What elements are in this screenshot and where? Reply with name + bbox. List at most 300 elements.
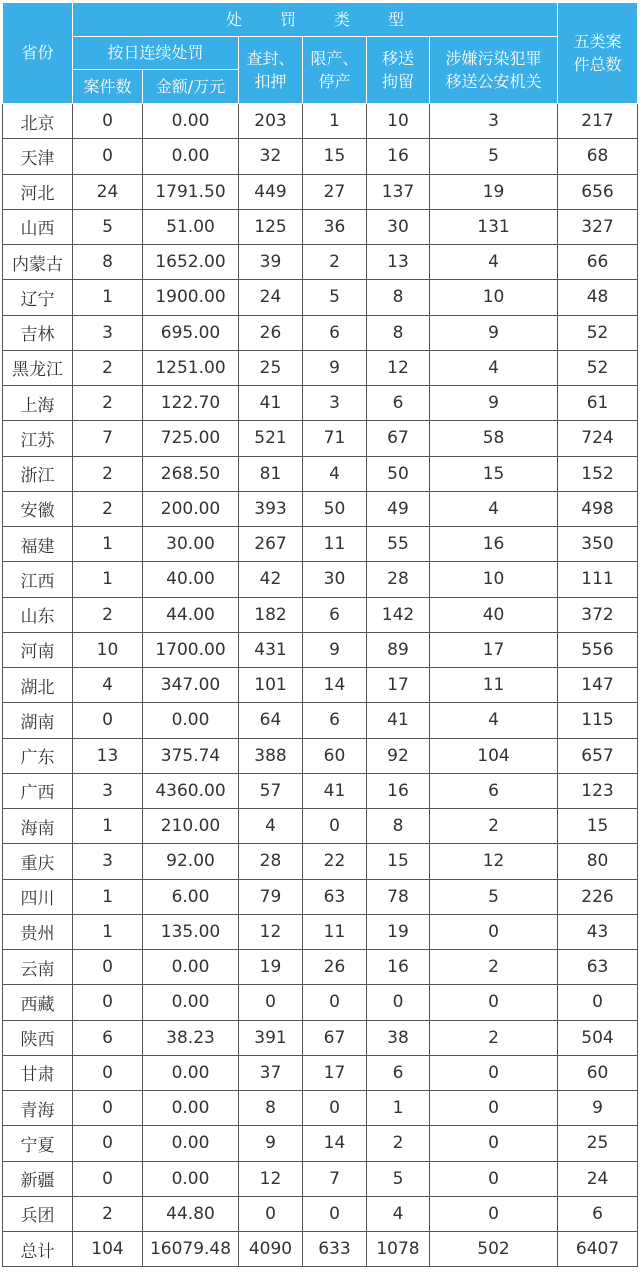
cell-province: 湖南 (3, 703, 73, 738)
cell-total: 66 (558, 245, 638, 280)
cell-case-count: 0 (73, 104, 143, 139)
header-detain-line1: 移送 (381, 48, 414, 68)
cell-crime: 0 (430, 985, 558, 1020)
table-row (3, 280, 638, 315)
cell-detain: 15 (367, 844, 430, 879)
cell-restrict: 0 (303, 809, 367, 844)
cell-case-count: 1 (73, 914, 143, 949)
cell-seize: 8 (239, 1091, 303, 1126)
cell-detain: 67 (367, 421, 430, 456)
cell-case-count: 0 (73, 1161, 143, 1196)
cell-total: 724 (558, 421, 638, 456)
cell-total: 111 (558, 562, 638, 597)
cell-amount: 40.00 (143, 562, 239, 597)
cell-total: 123 (558, 773, 638, 808)
cell-total: 60 (558, 1055, 638, 1090)
table-row (3, 844, 638, 879)
cell-restrict: 17 (303, 1055, 367, 1090)
cell-province: 内蒙古 (3, 245, 73, 280)
cell-seize: 203 (239, 104, 303, 139)
cell-detain: 78 (367, 879, 430, 914)
cell-seize: 26 (239, 315, 303, 350)
cell-seize: 41 (239, 386, 303, 421)
cell-detain: 0 (367, 985, 430, 1020)
table-row (3, 1091, 638, 1126)
cell-province: 兵团 (3, 1196, 73, 1231)
cell-seize: 431 (239, 632, 303, 667)
cell-amount: 0.00 (143, 1091, 239, 1126)
header-crime-line1: 涉嫌污染犯罪 (445, 48, 542, 68)
cell-restrict: 3 (303, 386, 367, 421)
cell-total: 24 (558, 1161, 638, 1196)
cell-total: 6407 (558, 1232, 638, 1267)
cell-amount: 1900.00 (143, 280, 239, 315)
table-row (3, 668, 638, 703)
cell-amount: 44.80 (143, 1196, 239, 1231)
cell-province: 浙江 (3, 456, 73, 491)
cell-restrict: 14 (303, 668, 367, 703)
cell-restrict: 50 (303, 491, 367, 526)
cell-restrict: 9 (303, 350, 367, 385)
header-amount: 金额/万元 (143, 70, 239, 104)
header-detain (367, 37, 430, 104)
header-crime-line2: 移送公安机关 (445, 72, 542, 91)
cell-amount: 51.00 (143, 209, 239, 244)
cell-crime: 0 (430, 1196, 558, 1231)
cell-total: 327 (558, 209, 638, 244)
cell-province: 四川 (3, 879, 73, 914)
cell-province: 海南 (3, 809, 73, 844)
cell-seize: 12 (239, 914, 303, 949)
cell-detain: 38 (367, 1020, 430, 1055)
cell-amount: 0.00 (143, 104, 239, 139)
cell-case-count: 10 (73, 632, 143, 667)
cell-total: 350 (558, 527, 638, 562)
cell-province: 江苏 (3, 421, 73, 456)
cell-total: 68 (558, 139, 638, 174)
table-row (3, 1126, 638, 1161)
cell-total: 15 (558, 809, 638, 844)
cell-amount: 347.00 (143, 668, 239, 703)
cell-total: 9 (558, 1091, 638, 1126)
cell-crime: 4 (430, 491, 558, 526)
table-row (3, 703, 638, 738)
cell-total: 43 (558, 914, 638, 949)
cell-detain: 41 (367, 703, 430, 738)
cell-seize: 449 (239, 174, 303, 209)
cell-total: 63 (558, 950, 638, 985)
cell-seize: 0 (239, 1196, 303, 1231)
cell-province: 陕西 (3, 1020, 73, 1055)
cell-case-count: 2 (73, 386, 143, 421)
cell-case-count: 0 (73, 950, 143, 985)
cell-crime: 9 (430, 315, 558, 350)
cell-case-count: 1 (73, 562, 143, 597)
cell-amount: 135.00 (143, 914, 239, 949)
cell-detain: 17 (367, 668, 430, 703)
cell-seize: 0 (239, 985, 303, 1020)
cell-total: 152 (558, 456, 638, 491)
cell-crime: 10 (430, 562, 558, 597)
cell-province: 山东 (3, 597, 73, 632)
cell-detain: 89 (367, 632, 430, 667)
cell-detain: 30 (367, 209, 430, 244)
table-row (3, 1020, 638, 1055)
cell-seize: 39 (239, 245, 303, 280)
header-restrict-line2: 停产 (318, 72, 351, 91)
header-seize-line1: 查封、 (246, 48, 295, 68)
cell-province: 辽宁 (3, 280, 73, 315)
cell-restrict: 6 (303, 597, 367, 632)
cell-amount: 0.00 (143, 703, 239, 738)
cell-restrict: 26 (303, 950, 367, 985)
cell-province: 重庆 (3, 844, 73, 879)
cell-seize: 32 (239, 139, 303, 174)
cell-amount: 38.23 (143, 1020, 239, 1055)
table-row (3, 1161, 638, 1196)
cell-restrict: 63 (303, 879, 367, 914)
cell-seize: 12 (239, 1161, 303, 1196)
cell-case-count: 5 (73, 209, 143, 244)
header-seize-line2: 扣押 (254, 72, 287, 91)
cell-crime: 2 (430, 1020, 558, 1055)
cell-seize: 37 (239, 1055, 303, 1090)
cell-total: 217 (558, 104, 638, 139)
cell-total: 657 (558, 738, 638, 773)
cell-case-count: 2 (73, 491, 143, 526)
cell-case-count: 3 (73, 773, 143, 808)
cell-total: 61 (558, 386, 638, 421)
cell-case-count: 0 (73, 985, 143, 1020)
table-row (3, 562, 638, 597)
cell-province: 安徽 (3, 491, 73, 526)
cell-crime: 4 (430, 245, 558, 280)
cell-total: 226 (558, 879, 638, 914)
cell-crime: 0 (430, 1161, 558, 1196)
cell-detain: 92 (367, 738, 430, 773)
cell-amount: 30.00 (143, 527, 239, 562)
cell-detain: 16 (367, 950, 430, 985)
header-total-line2: 件总数 (573, 55, 622, 74)
cell-amount: 16079.48 (143, 1232, 239, 1267)
cell-case-count: 0 (73, 1091, 143, 1126)
cell-province: 云南 (3, 950, 73, 985)
cell-crime: 5 (430, 879, 558, 914)
cell-detain: 13 (367, 245, 430, 280)
cell-total: 0 (558, 985, 638, 1020)
cell-restrict: 9 (303, 632, 367, 667)
cell-province: 广东 (3, 738, 73, 773)
cell-province: 天津 (3, 139, 73, 174)
cell-crime: 17 (430, 632, 558, 667)
cell-restrict: 2 (303, 245, 367, 280)
cell-province: 甘肃 (3, 1055, 73, 1090)
cell-crime: 4 (430, 350, 558, 385)
cell-case-count: 2 (73, 350, 143, 385)
cell-seize: 28 (239, 844, 303, 879)
cell-crime: 40 (430, 597, 558, 632)
cell-crime: 5 (430, 139, 558, 174)
table-row (3, 386, 638, 421)
cell-restrict: 22 (303, 844, 367, 879)
cell-amount: 0.00 (143, 985, 239, 1020)
cell-seize: 4090 (239, 1232, 303, 1267)
cell-restrict: 27 (303, 174, 367, 209)
cell-amount: 1700.00 (143, 632, 239, 667)
table-row (3, 139, 638, 174)
cell-crime: 19 (430, 174, 558, 209)
cell-province: 新疆 (3, 1161, 73, 1196)
header-daily-penalty: 按日连续处罚 (73, 37, 239, 70)
cell-case-count: 1 (73, 280, 143, 315)
table-row (3, 421, 638, 456)
table-row (3, 527, 638, 562)
cell-case-count: 3 (73, 315, 143, 350)
cell-restrict: 7 (303, 1161, 367, 1196)
cell-case-count: 6 (73, 1020, 143, 1055)
cell-seize: 9 (239, 1126, 303, 1161)
cell-restrict: 36 (303, 209, 367, 244)
cell-amount: 1251.00 (143, 350, 239, 385)
cell-seize: 388 (239, 738, 303, 773)
header-crime (430, 37, 558, 104)
cell-detain: 49 (367, 491, 430, 526)
cell-amount: 0.00 (143, 139, 239, 174)
cell-amount: 1652.00 (143, 245, 239, 280)
cell-crime: 502 (430, 1232, 558, 1267)
cell-crime: 104 (430, 738, 558, 773)
table-row (3, 104, 638, 139)
cell-crime: 12 (430, 844, 558, 879)
header-province: 省份 (3, 3, 73, 104)
cell-province: 山西 (3, 209, 73, 244)
table-row (3, 456, 638, 491)
cell-crime: 4 (430, 703, 558, 738)
cell-amount: 268.50 (143, 456, 239, 491)
cell-seize: 101 (239, 668, 303, 703)
cell-case-count: 0 (73, 1126, 143, 1161)
cell-detain: 55 (367, 527, 430, 562)
cell-amount: 210.00 (143, 809, 239, 844)
cell-amount: 695.00 (143, 315, 239, 350)
header-restrict-line1: 限产、 (310, 48, 359, 68)
cell-total: 6 (558, 1196, 638, 1231)
cell-crime: 6 (430, 773, 558, 808)
cell-province: 北京 (3, 104, 73, 139)
cell-amount: 0.00 (143, 950, 239, 985)
cell-crime: 131 (430, 209, 558, 244)
table-row (3, 350, 638, 385)
cell-crime: 0 (430, 1091, 558, 1126)
table-row (3, 773, 638, 808)
table-row (3, 950, 638, 985)
cell-detain: 19 (367, 914, 430, 949)
cell-restrict: 71 (303, 421, 367, 456)
cell-province: 吉林 (3, 315, 73, 350)
table-row (3, 985, 638, 1020)
cell-amount: 0.00 (143, 1126, 239, 1161)
cell-case-count: 3 (73, 844, 143, 879)
table-row (3, 738, 638, 773)
cell-amount: 0.00 (143, 1055, 239, 1090)
cell-case-count: 1 (73, 809, 143, 844)
cell-restrict: 15 (303, 139, 367, 174)
cell-seize: 182 (239, 597, 303, 632)
cell-province: 青海 (3, 1091, 73, 1126)
table-row (3, 245, 638, 280)
cell-crime: 0 (430, 1126, 558, 1161)
table-row (3, 914, 638, 949)
cell-restrict: 0 (303, 1091, 367, 1126)
penalty-statistics-table (2, 2, 638, 1267)
table-row (3, 174, 638, 209)
cell-restrict: 4 (303, 456, 367, 491)
cell-seize: 4 (239, 809, 303, 844)
cell-province: 西藏 (3, 985, 73, 1020)
cell-detain: 50 (367, 456, 430, 491)
cell-province: 河北 (3, 174, 73, 209)
cell-total: 52 (558, 350, 638, 385)
cell-case-count: 7 (73, 421, 143, 456)
cell-amount: 200.00 (143, 491, 239, 526)
cell-province: 上海 (3, 386, 73, 421)
cell-total: 498 (558, 491, 638, 526)
cell-detain: 28 (367, 562, 430, 597)
cell-restrict: 41 (303, 773, 367, 808)
header-detain-line2: 拘留 (381, 72, 414, 91)
cell-total: 25 (558, 1126, 638, 1161)
cell-amount: 375.74 (143, 738, 239, 773)
cell-detain: 16 (367, 139, 430, 174)
cell-seize: 79 (239, 879, 303, 914)
cell-province: 湖北 (3, 668, 73, 703)
cell-amount: 44.00 (143, 597, 239, 632)
cell-total: 52 (558, 315, 638, 350)
header-total (558, 3, 638, 104)
cell-detain: 5 (367, 1161, 430, 1196)
cell-province: 黑龙江 (3, 350, 73, 385)
cell-seize: 64 (239, 703, 303, 738)
cell-total: 115 (558, 703, 638, 738)
cell-restrict: 6 (303, 703, 367, 738)
table-row (3, 632, 638, 667)
cell-case-count: 1 (73, 527, 143, 562)
cell-restrict: 0 (303, 1196, 367, 1231)
cell-amount: 1791.50 (143, 174, 239, 209)
cell-crime: 2 (430, 809, 558, 844)
cell-crime: 2 (430, 950, 558, 985)
cell-province: 河南 (3, 632, 73, 667)
cell-seize: 24 (239, 280, 303, 315)
cell-total: 147 (558, 668, 638, 703)
cell-province: 宁夏 (3, 1126, 73, 1161)
cell-case-count: 1 (73, 879, 143, 914)
cell-case-count: 104 (73, 1232, 143, 1267)
cell-detain: 4 (367, 1196, 430, 1231)
cell-detain: 10 (367, 104, 430, 139)
cell-restrict: 1 (303, 104, 367, 139)
cell-seize: 125 (239, 209, 303, 244)
table-row (3, 209, 638, 244)
cell-detain: 2 (367, 1126, 430, 1161)
cell-detain: 8 (367, 315, 430, 350)
cell-province: 贵州 (3, 914, 73, 949)
cell-crime: 10 (430, 280, 558, 315)
cell-seize: 42 (239, 562, 303, 597)
header-restrict (303, 37, 367, 104)
table-row (3, 491, 638, 526)
cell-province: 福建 (3, 527, 73, 562)
cell-amount: 92.00 (143, 844, 239, 879)
cell-amount: 4360.00 (143, 773, 239, 808)
table-row (3, 1196, 638, 1231)
cell-detain: 12 (367, 350, 430, 385)
cell-amount: 725.00 (143, 421, 239, 456)
cell-restrict: 30 (303, 562, 367, 597)
table-body (3, 104, 638, 1267)
cell-case-count: 0 (73, 139, 143, 174)
cell-crime: 15 (430, 456, 558, 491)
total-row (3, 1232, 638, 1267)
cell-province: 广西 (3, 773, 73, 808)
cell-crime: 3 (430, 104, 558, 139)
table-row (3, 809, 638, 844)
table-row (3, 1055, 638, 1090)
cell-seize: 25 (239, 350, 303, 385)
cell-case-count: 2 (73, 456, 143, 491)
cell-case-count: 8 (73, 245, 143, 280)
cell-amount: 122.70 (143, 386, 239, 421)
cell-seize: 19 (239, 950, 303, 985)
cell-seize: 57 (239, 773, 303, 808)
header-case-count: 案件数 (73, 70, 143, 104)
cell-restrict: 6 (303, 315, 367, 350)
cell-total: 656 (558, 174, 638, 209)
cell-detain: 142 (367, 597, 430, 632)
cell-total: 48 (558, 280, 638, 315)
cell-crime: 11 (430, 668, 558, 703)
cell-detain: 8 (367, 280, 430, 315)
cell-restrict: 0 (303, 985, 367, 1020)
header-penalty-type: 处罚类型 (73, 3, 558, 37)
table-row (3, 315, 638, 350)
cell-restrict: 14 (303, 1126, 367, 1161)
cell-seize: 391 (239, 1020, 303, 1055)
cell-total: 80 (558, 844, 638, 879)
cell-restrict: 67 (303, 1020, 367, 1055)
header-total-line1: 五类案 (573, 31, 622, 51)
cell-restrict: 60 (303, 738, 367, 773)
cell-crime: 9 (430, 386, 558, 421)
cell-detain: 6 (367, 386, 430, 421)
cell-province: 江西 (3, 562, 73, 597)
cell-case-count: 2 (73, 1196, 143, 1231)
cell-crime: 16 (430, 527, 558, 562)
table-row (3, 879, 638, 914)
cell-seize: 521 (239, 421, 303, 456)
cell-detain: 1078 (367, 1232, 430, 1267)
cell-case-count: 2 (73, 597, 143, 632)
cell-crime: 0 (430, 1055, 558, 1090)
cell-amount: 6.00 (143, 879, 239, 914)
cell-detain: 8 (367, 809, 430, 844)
cell-case-count: 0 (73, 1055, 143, 1090)
cell-seize: 267 (239, 527, 303, 562)
cell-crime: 0 (430, 914, 558, 949)
cell-case-count: 13 (73, 738, 143, 773)
cell-amount: 0.00 (143, 1161, 239, 1196)
cell-seize: 81 (239, 456, 303, 491)
